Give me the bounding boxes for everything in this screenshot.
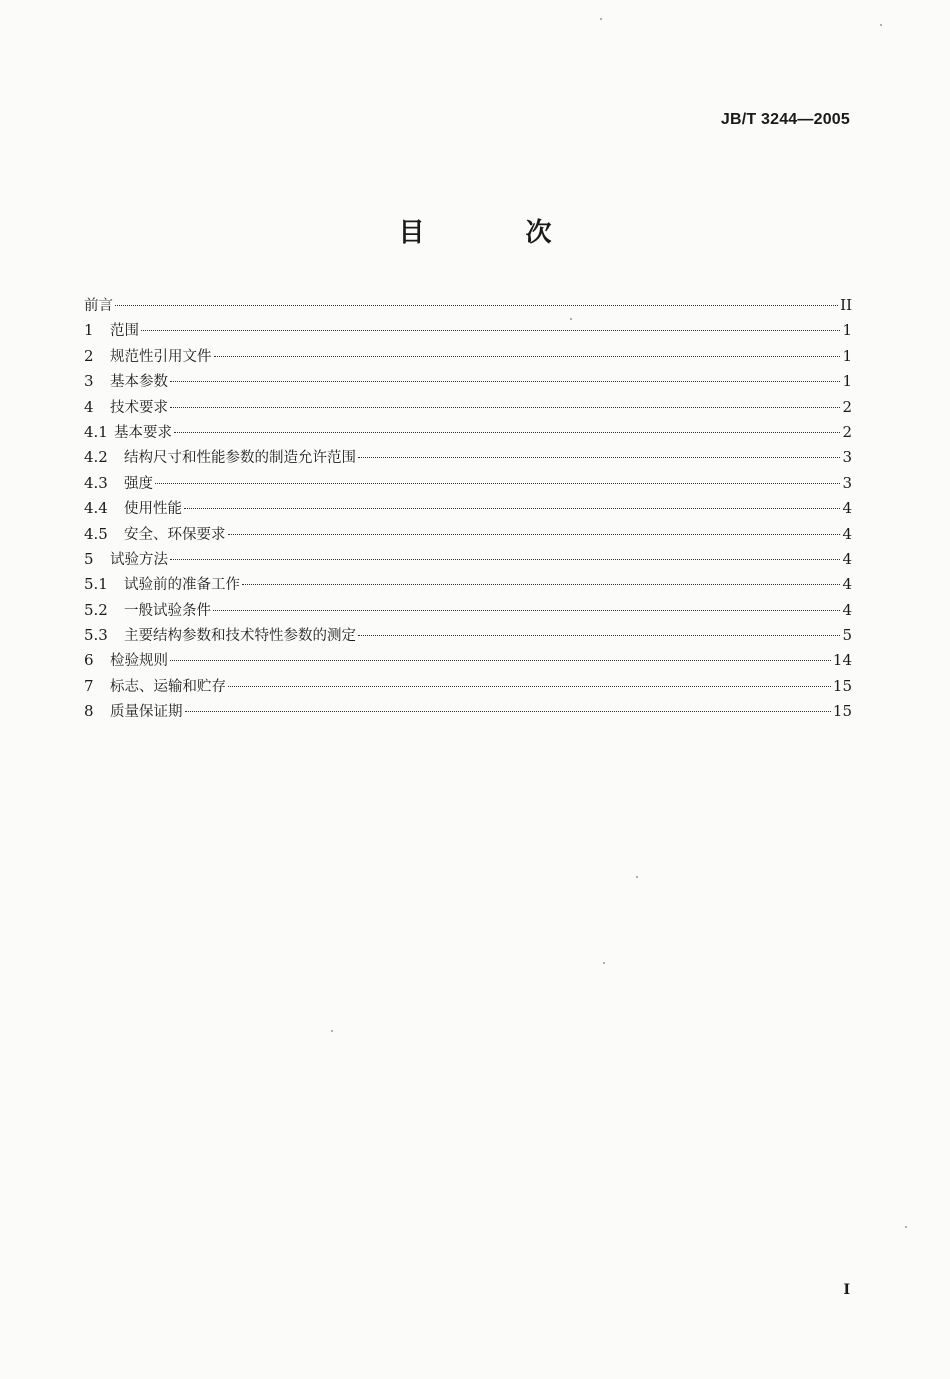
- toc-label: 安全、环保要求: [124, 526, 226, 543]
- toc-number: 5.1: [84, 575, 108, 594]
- toc-number: 4.5: [84, 524, 108, 543]
- toc-number: 3: [84, 372, 94, 391]
- toc-row[interactable]: [84, 293, 852, 318]
- toc-leader: [185, 710, 831, 712]
- toc-number: 6: [84, 651, 94, 670]
- toc-leader: [358, 456, 840, 458]
- scan-speck: [905, 1226, 907, 1228]
- toc-label: 结构尺寸和性能参数的制造允许范围: [124, 450, 356, 467]
- toc-label: 标志、运输和贮存: [110, 678, 226, 695]
- page-number: I: [843, 1282, 850, 1298]
- toc-number: 5.2: [84, 600, 108, 619]
- toc-row[interactable]: [84, 471, 852, 496]
- toc-page: 2: [842, 422, 852, 441]
- toc-label: 范围: [110, 323, 139, 340]
- toc-row[interactable]: [84, 496, 852, 521]
- toc-leader: [358, 634, 840, 636]
- scan-speck: [331, 1030, 333, 1032]
- toc-page: 15: [832, 676, 852, 695]
- standard-code: JB/T 3244—2005: [720, 111, 850, 128]
- toc-row[interactable]: [84, 598, 852, 623]
- toc-label: 检验规则: [110, 653, 168, 670]
- toc-leader: [228, 685, 831, 687]
- toc-page: 3: [842, 473, 852, 492]
- toc-leader: [213, 609, 840, 611]
- toc-leader: [170, 659, 831, 661]
- toc-row[interactable]: [84, 445, 852, 470]
- toc-number: 4: [84, 397, 94, 416]
- toc-number: 4.4: [84, 499, 108, 518]
- toc-page: 5: [842, 626, 852, 645]
- scan-speck: [603, 962, 605, 964]
- toc-label: 质量保证期: [110, 704, 183, 721]
- toc-leader: [155, 482, 840, 484]
- toc-number: 5: [84, 549, 94, 568]
- toc-row[interactable]: [84, 572, 852, 597]
- toc-number: 1: [84, 321, 94, 340]
- toc-page: 1: [842, 346, 852, 365]
- toc-number: 4.3: [84, 473, 108, 492]
- toc-leader: [170, 558, 840, 560]
- toc-page: 15: [832, 702, 852, 721]
- toc-row[interactable]: [84, 623, 852, 648]
- table-of-contents: [84, 293, 852, 725]
- toc-row[interactable]: [84, 344, 852, 369]
- toc-page: 4: [842, 575, 852, 594]
- toc-leader: [214, 355, 841, 357]
- toc-label: 强度: [124, 475, 153, 492]
- toc-page: 14: [832, 651, 852, 670]
- toc-page: 3: [842, 448, 852, 467]
- toc-row[interactable]: [84, 395, 852, 420]
- toc-row[interactable]: [84, 674, 852, 699]
- toc-row[interactable]: [84, 369, 852, 394]
- toc-number: 4.1: [84, 422, 108, 441]
- toc-label: 主要结构参数和技术特性参数的测定: [124, 628, 356, 645]
- toc-row[interactable]: [84, 522, 852, 547]
- toc-row[interactable]: [84, 699, 852, 724]
- toc-leader: [115, 304, 838, 306]
- toc-leader: [170, 380, 840, 382]
- scan-speck: [600, 18, 602, 20]
- toc-page: 1: [842, 321, 852, 340]
- toc-leader: [170, 406, 840, 408]
- toc-page: 1: [842, 372, 852, 391]
- toc-label: 试验前的准备工作: [124, 577, 240, 594]
- toc-label: 使用性能: [124, 501, 182, 518]
- toc-label: 基本要求: [114, 424, 172, 441]
- toc-row[interactable]: [84, 648, 852, 673]
- toc-number: 2: [84, 346, 94, 365]
- toc-page: 4: [842, 600, 852, 619]
- toc-page: 4: [842, 524, 852, 543]
- toc-page: 4: [842, 549, 852, 568]
- scan-speck: [570, 318, 572, 320]
- toc-leader: [242, 583, 840, 585]
- toc-label: 前言: [84, 298, 113, 314]
- toc-label: 基本参数: [110, 374, 168, 391]
- toc-label: 试验方法: [110, 551, 168, 568]
- scan-speck: [636, 876, 638, 878]
- toc-page: 2: [842, 397, 852, 416]
- toc-number: 4.2: [84, 448, 108, 467]
- scan-speck: [880, 24, 882, 26]
- toc-label: 规范性引用文件: [110, 348, 212, 365]
- toc-leader: [174, 431, 840, 433]
- toc-row[interactable]: [84, 318, 852, 343]
- toc-leader: [184, 507, 840, 509]
- toc-row[interactable]: [84, 547, 852, 572]
- toc-leader: [141, 329, 840, 331]
- toc-page: II: [840, 296, 852, 314]
- toc-page: 4: [842, 499, 852, 518]
- toc-leader: [228, 533, 841, 535]
- toc-number: 5.3: [84, 626, 108, 645]
- page-title: 目 次: [398, 218, 598, 248]
- toc-label: 一般试验条件: [124, 602, 211, 619]
- toc-number: 7: [84, 676, 94, 695]
- toc-label: 技术要求: [110, 399, 168, 416]
- toc-row[interactable]: [84, 420, 852, 445]
- toc-number: 8: [84, 702, 94, 721]
